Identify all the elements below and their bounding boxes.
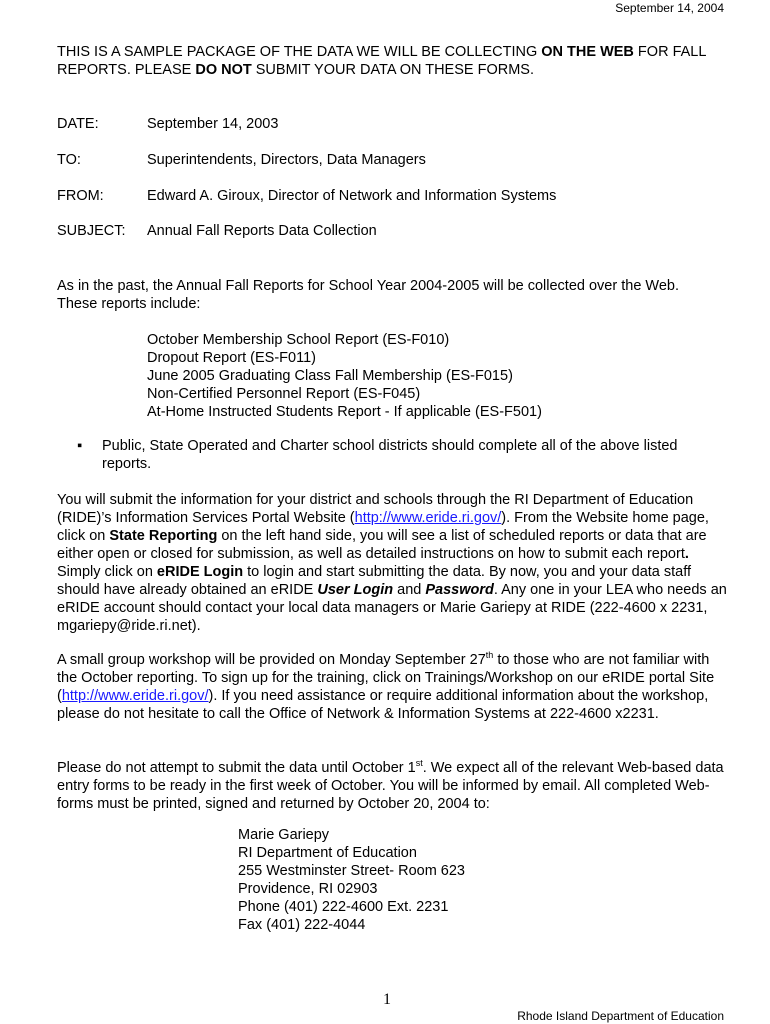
sample-notice	[57, 43, 737, 79]
memo-from-value: Edward A. Giroux, Director of Network and Information Systems	[147, 188, 557, 204]
report-list-item: Non-Certified Personnel Report (ES-F045)	[147, 386, 421, 402]
report-list-item: Dropout Report (ES-F011)	[147, 350, 316, 366]
paragraph-text: to login and start submitting the data. By now, you and your data staff should have already obtained an eRIDE	[57, 564, 692, 598]
page-number: 1	[383, 991, 391, 1008]
ordinal-suffix: st	[415, 758, 423, 769]
paragraph-text: on the left hand side, you will see a list of scheduled reports or data that are either open or closed for submission, as well as detailed instructions on how to submit each report	[57, 528, 707, 562]
memo-from-label: FROM:	[57, 188, 104, 204]
report-list-item: At-Home Instructed Students Report - If applicable (ES-F501)	[147, 404, 542, 420]
workshop-paragraph	[57, 651, 732, 723]
paragraph-text: and	[393, 582, 426, 598]
memo-date-value: September 14, 2003	[147, 116, 279, 132]
eride-login-emphasis: eRIDE Login	[156, 564, 244, 580]
notice-emphasis: ON THE WEB	[541, 44, 634, 60]
paragraph-text: ). From the Website home page, click on	[57, 510, 709, 544]
paragraph-text: . We expect all of the relevant Web-based data entry forms to be ready in the first week of October. You will be informed by email. All completed Web-forms must be printed, signed and returned by October 20, 2004 to:	[57, 760, 724, 812]
state-reporting-emphasis: State Reporting	[109, 528, 218, 544]
report-list-item: October Membership School Report (ES-F010)	[147, 332, 450, 348]
address-line: RI Department of Education	[238, 845, 417, 861]
paragraph-text: . Any one in your LEA who needs an eRIDE account should contact your local data managers or Marie Gariepy at RIDE (222-4600 x 2231, mgariepy@ride.ri.net).	[57, 582, 727, 634]
notice-text: THIS IS A SAMPLE PACKAGE OF THE DATA WE WILL BE COLLECTING	[57, 44, 542, 60]
eride-portal-link[interactable]: http://www.eride.ri.gov/	[354, 510, 502, 526]
deadline-paragraph	[57, 759, 732, 813]
eride-portal-link[interactable]: http://www.eride.ri.gov/	[61, 688, 209, 704]
notice-text: SUBMIT YOUR DATA ON THESE FORMS.	[251, 62, 534, 78]
footer-organization: Rhode Island Department of Education	[517, 1009, 724, 1023]
header-date: September 14, 2004	[615, 1, 724, 15]
memo-to-value: Superintendents, Directors, Data Managers	[147, 152, 426, 168]
paragraph-emphasis: .	[684, 546, 689, 562]
password-emphasis: Password	[425, 582, 494, 598]
memo-subject-value: Annual Fall Reports Data Collection	[147, 223, 377, 239]
paragraph-text: You will submit the information for your district and schools through the RI Department of Education (RIDE)’s Information Services Portal Website (	[57, 492, 694, 526]
address-line: Providence, RI 02903	[238, 881, 378, 897]
paragraph-text: A small group workshop will be provided on Monday September 27	[57, 652, 486, 668]
square-bullet-icon: ▪	[77, 438, 83, 454]
address-line: Phone (401) 222-4600 Ext. 2231	[238, 899, 449, 915]
return-address	[238, 826, 465, 934]
address-line: Marie Gariepy	[238, 827, 330, 843]
paragraph-text: ). If you need assistance or require additional information about the workshop, please do not hesitate to call the Office of Network & Information Systems at 222-4600 x2231.	[57, 688, 709, 722]
address-line: 255 Westminster Street- Room 623	[238, 863, 465, 879]
bullet-text: Public, State Operated and Charter school districts should complete all of the above listed reports.	[102, 438, 678, 472]
memo-to-label: TO:	[57, 152, 81, 168]
report-list	[147, 331, 542, 421]
intro-line: These reports include:	[57, 296, 201, 312]
ordinal-suffix: th	[485, 650, 494, 661]
paragraph-text: to those who are not familiar with the October reporting. To sign up for the training, click on Trainings/Workshop on our eRIDE portal Site (	[57, 652, 715, 704]
memo-date-label: DATE:	[57, 116, 99, 132]
intro-paragraph	[57, 277, 732, 313]
address-line: Fax (401) 222-4044	[238, 917, 366, 933]
report-list-item: June 2005 Graduating Class Fall Membership (ES-F015)	[147, 368, 513, 384]
paragraph-text: Simply click on	[57, 564, 157, 580]
paragraph-text: Please do not attempt to submit the data until October 1	[57, 760, 416, 776]
notice-text: FOR FALL REPORTS. PLEASE	[57, 44, 706, 78]
notice-emphasis: DO NOT	[195, 62, 252, 78]
memo-subject-label: SUBJECT:	[57, 223, 126, 239]
user-login-emphasis: User Login	[317, 582, 394, 598]
intro-line: As in the past, the Annual Fall Reports for School Year 2004-2005 will be collected over the Web.	[57, 278, 679, 294]
submission-paragraph	[57, 491, 732, 635]
